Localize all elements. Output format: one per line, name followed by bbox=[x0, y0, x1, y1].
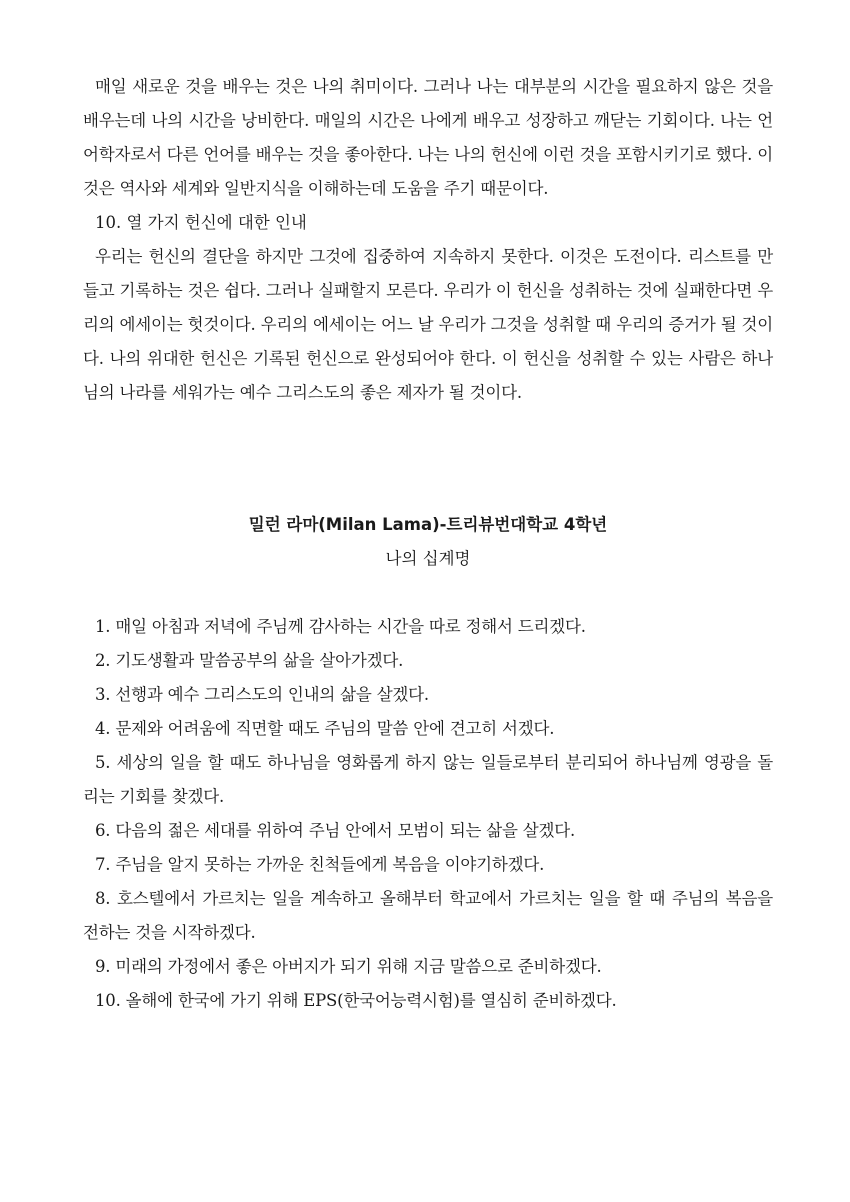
list-item: 5. 세상의 일을 할 때도 하나님을 영화롭게 하지 않는 일들로부터 분리되어 하나님께 영광을 돌리는 기회를 찾겠다. bbox=[83, 753, 773, 806]
commandments-subtitle: 나의 십계명 bbox=[385, 549, 471, 568]
list-item: 6. 다음의 젊은 세대를 위하여 주님 안에서 모범이 되는 삶을 살겠다. bbox=[95, 821, 576, 840]
list-item: 3. 선행과 예수 그리스도의 인내의 삶을 살겠다. bbox=[95, 685, 429, 704]
list-item: 8. 호스텔에서 가르치는 일을 계속하고 올해부터 학교에서 가르치는 일을 할 때 주님의 복음을 전하는 것을 시작하겠다. bbox=[83, 889, 773, 942]
list-item: 10. 올해에 한국에 가기 위해 EPS(한국어능력시험)를 열심히 준비하겠다. bbox=[95, 991, 617, 1010]
intro-paragraph: 매일 새로운 것을 배우는 것은 나의 취미이다. 그러나 나는 대부분의 시간을 필요하지 않은 것을 배우는데 나의 시간을 낭비한다. 매일의 시간은 나에게 배우고 성장하고 깨닫는 기회이다. 나는 언어학자로서 다른 언어를 배우는 것을 좋아한다. 나는 나의 헌신에 이런 것을 포함시키기로 했다. 이것은 역사와 세계와 일반지식을 이해하는데 도움을 주기 때문이다. bbox=[83, 77, 773, 198]
list-item: 7. 주님을 알지 못하는 가까운 친척들에게 복음을 이야기하겠다. bbox=[95, 855, 545, 874]
list-item: 2. 기도생활과 말씀공부의 삶을 살아가겠다. bbox=[95, 651, 404, 670]
list-item: 4. 문제와 어려움에 직면할 때도 주님의 말씀 안에 견고히 서겠다. bbox=[95, 719, 555, 738]
section-10-paragraph: 우리는 헌신의 결단을 하지만 그것에 집중하여 지속하지 못한다. 이것은 도전이다. 리스트를 만들고 기록하는 것은 쉽다. 그러나 실패할지 모른다. 우리가 이 헌신을 성취하는 것에 실패한다면 우리의 에세이는 헛것이다. 우리의 에세이는 어느 날 우리가 그것을 성취할 때 우리의 증거가 될 것이다. 나의 위대한 헌신은 기록된 헌신으로 완성되어야 한다. 이 헌신을 성취할 수 있는 사람은 하나님의 나라를 세워가는 예수 그리스도의 좋은 제자가 될 것이다. bbox=[83, 247, 773, 402]
list-item: 1. 매일 아침과 저녁에 주님께 감사하는 시간을 따로 정해서 드리겠다. bbox=[95, 617, 586, 636]
document-page bbox=[83, 70, 773, 1018]
commandments-list bbox=[83, 610, 773, 1018]
list-item: 9. 미래의 가정에서 좋은 아버지가 되기 위해 지금 말씀으로 준비하겠다. bbox=[95, 957, 602, 976]
author-title-block bbox=[83, 508, 773, 576]
author-title: 밀런 라마(Milan Lama)-트리뷰번대학교 4학년 bbox=[248, 515, 608, 534]
section-10-heading: 10. 열 가지 헌신에 대한 인내 bbox=[95, 213, 307, 232]
